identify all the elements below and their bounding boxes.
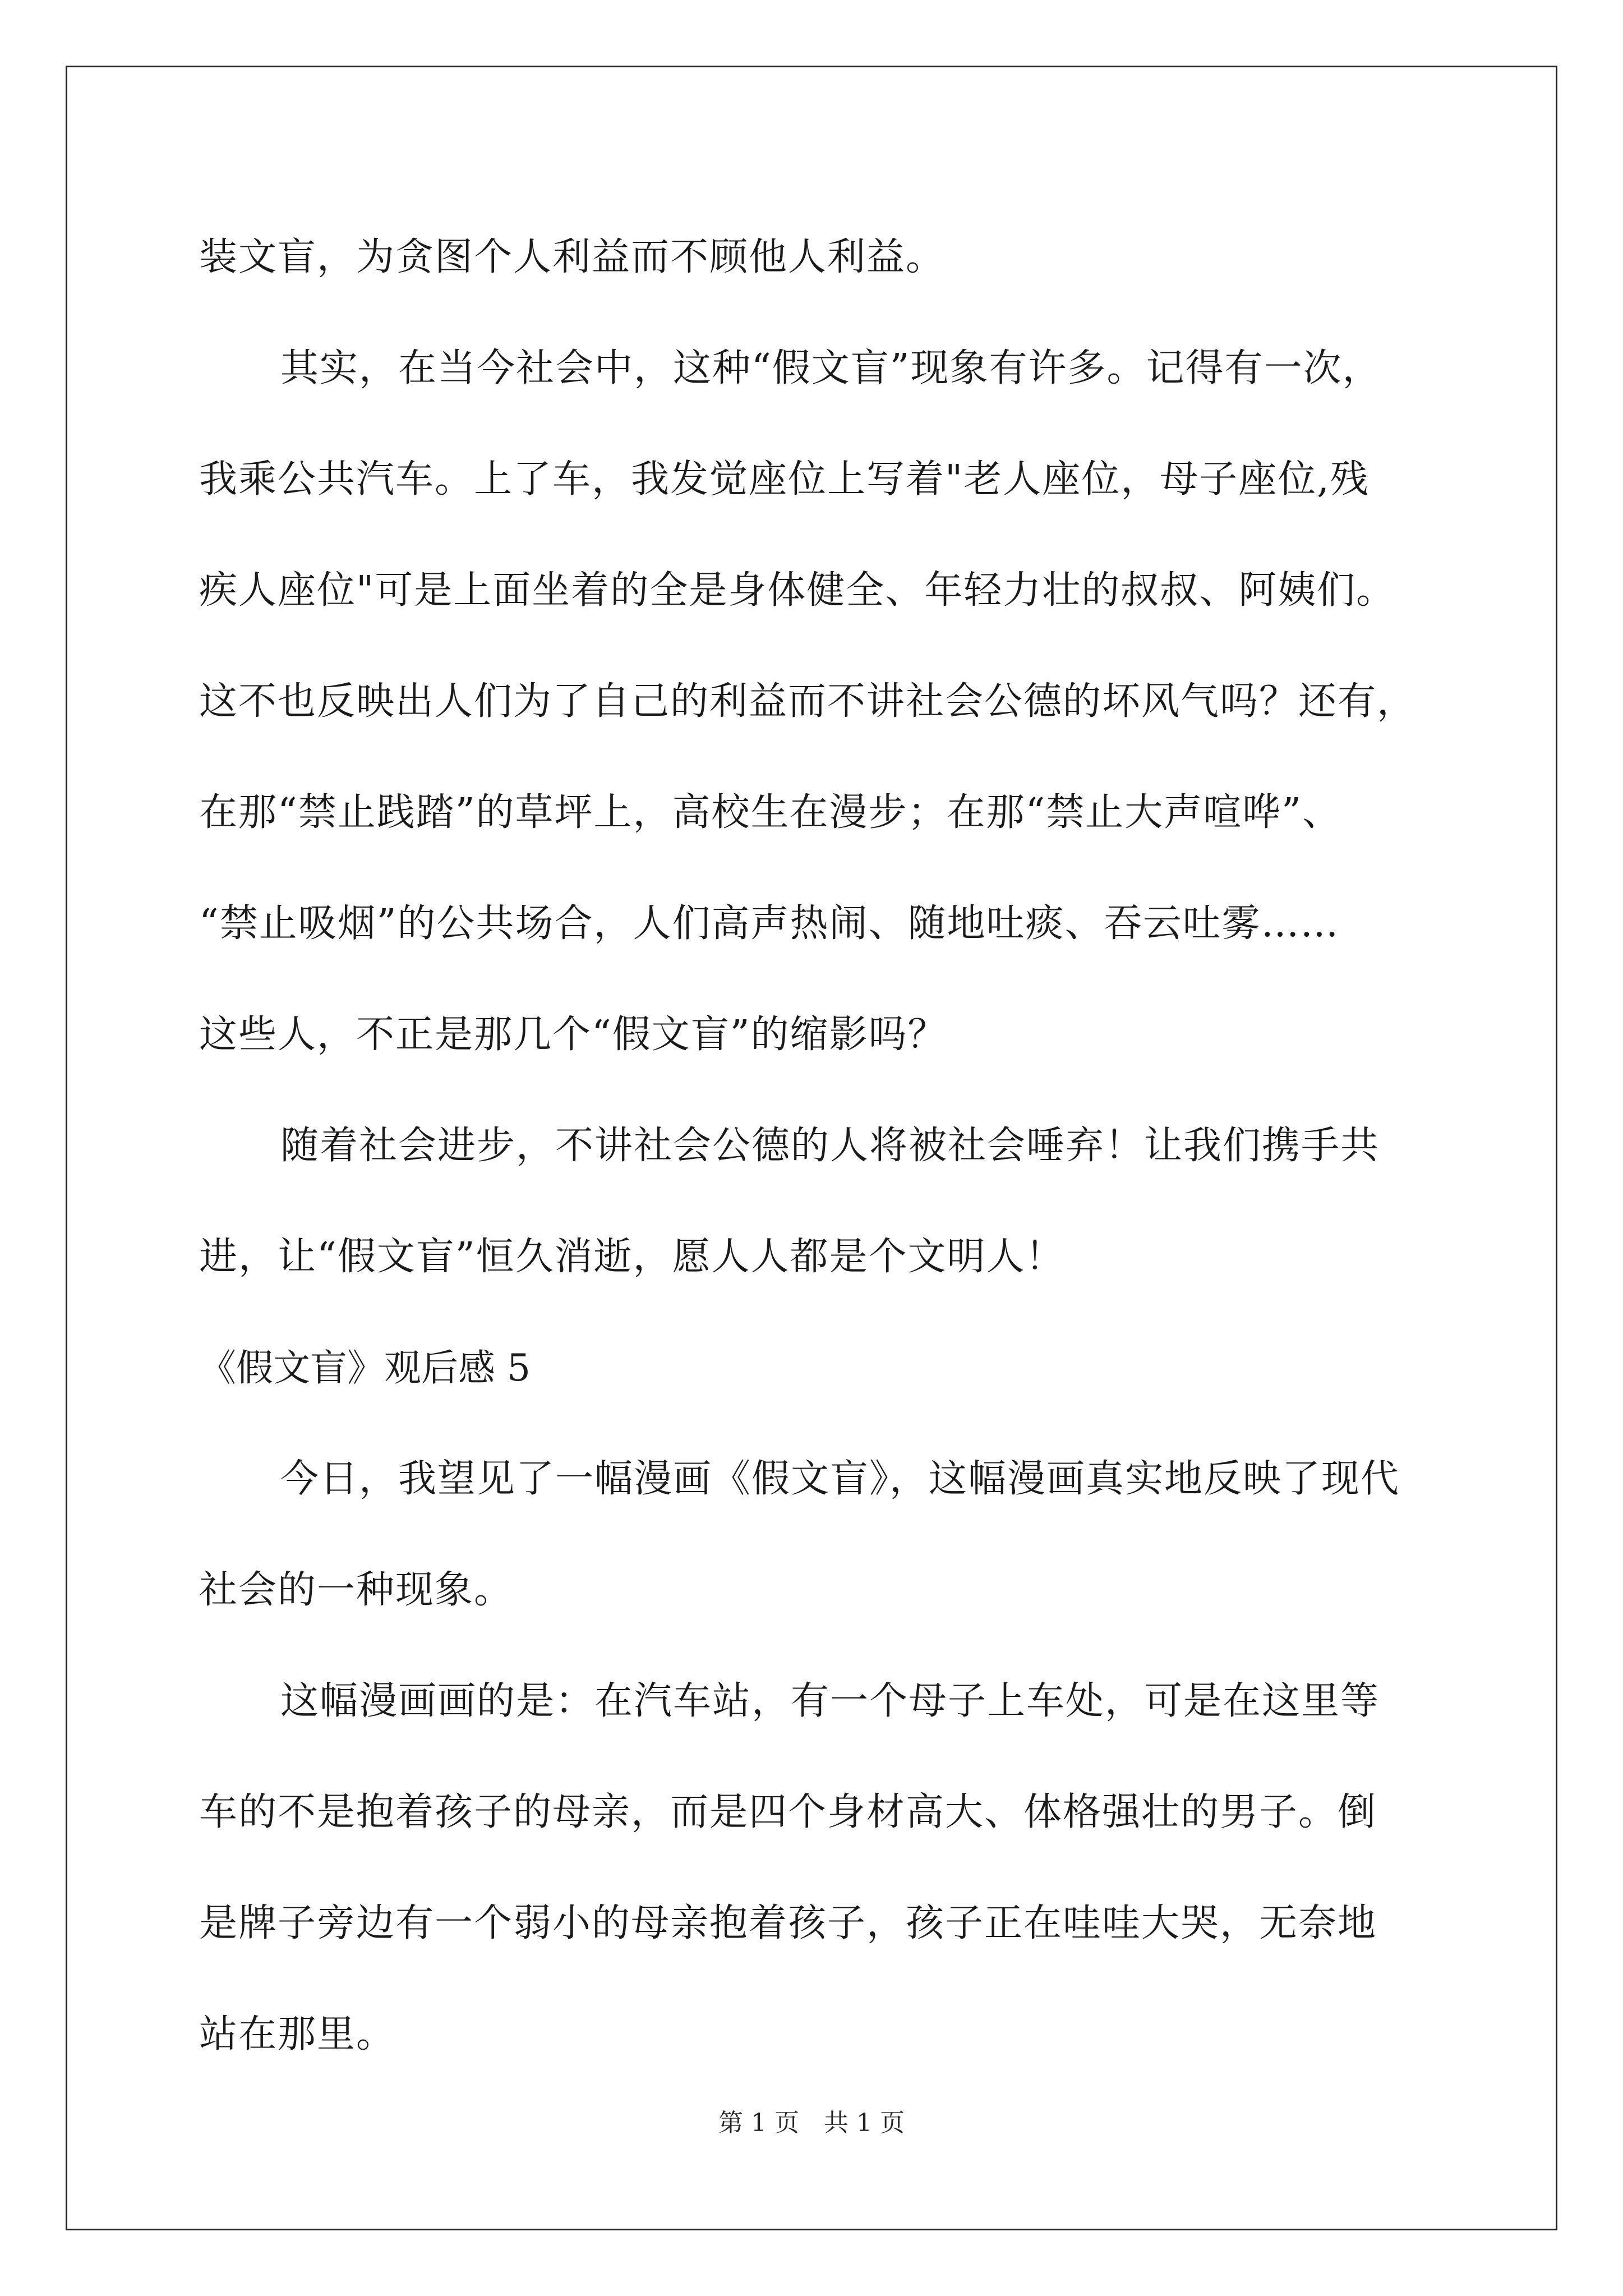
text-line: 这些人，不正是那几个“假文盲”的缩影吗？ [199, 1013, 947, 1057]
text-line: 我乘公共汽车。上了车，我发觉座位上写着"老人座位，母子座位,残 [199, 457, 1370, 501]
text-line: 这幅漫画画的是：在汽车站，有一个母子上车处，可是在这里等 [280, 1679, 1380, 1723]
text-line: 在那“禁止践踏”的草坪上，高校生在漫步；在那“禁止大声喧哗”、 [199, 790, 1342, 835]
page-number-footer: 第 1 页 共 1 页 [718, 2109, 905, 2137]
text-line: 装文盲，为贪图个人利益而不顾他人利益。 [199, 235, 946, 279]
text-line: 今日，我望见了一幅漫画《假文盲》，这幅漫画真实地反映了现代 [280, 1457, 1400, 1501]
text-line: 是牌子旁边有一个弱小的母亲抱着孩子，孩子正在哇哇大哭，无奈地 [199, 1901, 1377, 1945]
section-heading: 《假文盲》观后感 5 [199, 1346, 531, 1389]
text-line: 进，让“假文盲”恒久消逝，愿人人都是个文明人！ [199, 1235, 1065, 1279]
document-body [199, 202, 1433, 2090]
text-line: 随着社会进步，不讲社会公德的人将被社会唾弃！让我们携手共 [280, 1124, 1380, 1168]
text-line: “禁止吸烟”的公共场合，人们高声热闹、随地吐痰、吞云吐雾…… [199, 901, 1340, 946]
text-line: 疾人座位"可是上面坐着的全是身体健全、年轻力壮的叔叔、阿姨们。 [199, 568, 1396, 613]
text-line: 站在那里。 [199, 2012, 396, 2056]
text-line: 其实，在当今社会中，这种“假文盲”现象有许多。记得有一次， [280, 346, 1382, 390]
text-line: 这不也反映出人们为了自己的利益而不讲社会公德的坏风气吗？还有， [199, 679, 1417, 724]
text-line: 车的不是抱着孩子的母亲，而是四个身材高大、体格强壮的男子。倒 [199, 1790, 1377, 1834]
text-line: 社会的一种现象。 [199, 1568, 514, 1612]
